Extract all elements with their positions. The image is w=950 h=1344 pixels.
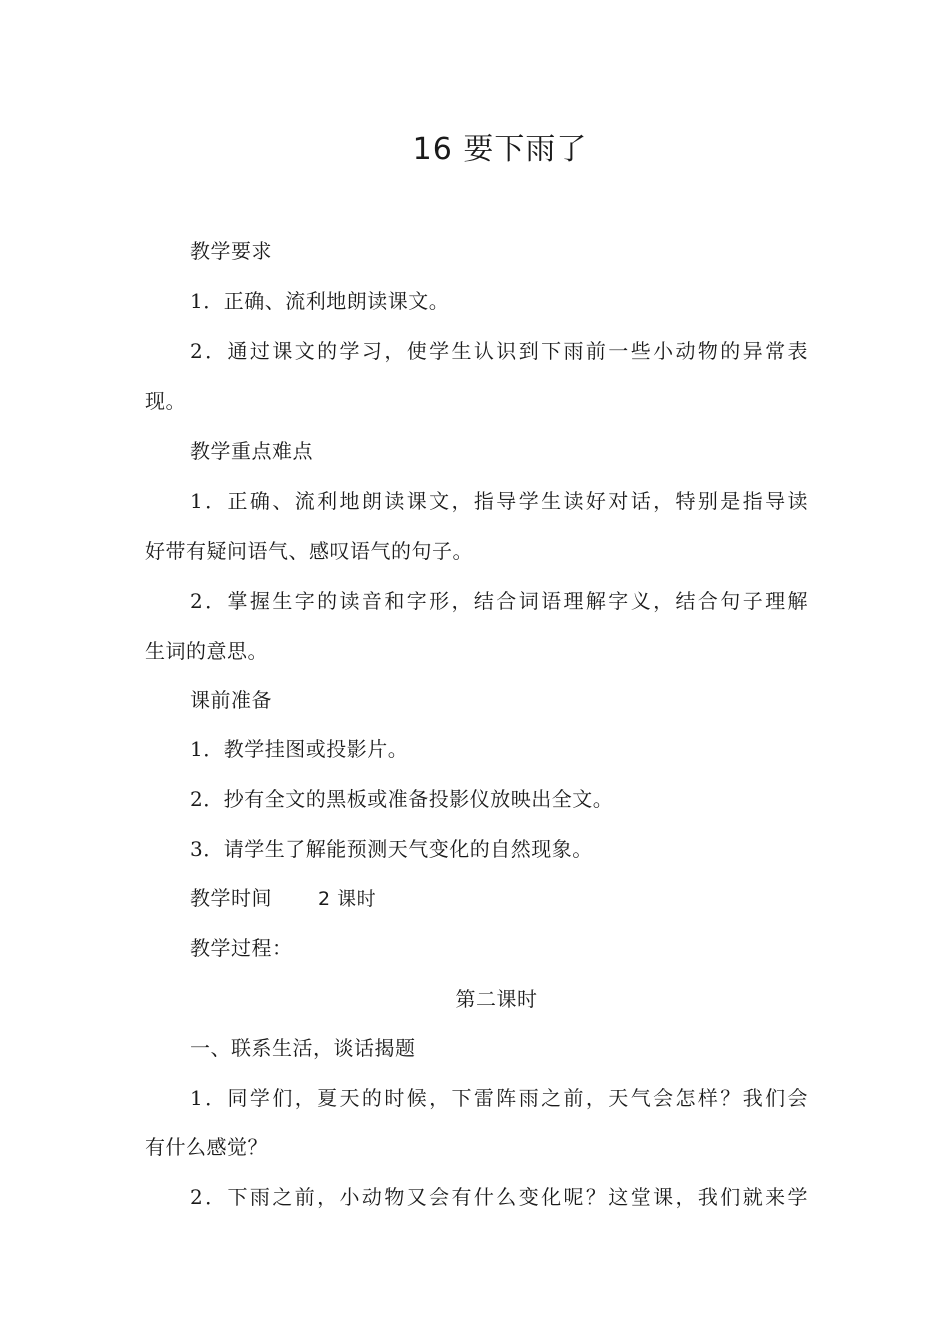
- preparation-item-2: 2．抄有全文的黑板或准备投影仪放映出全文。: [190, 787, 614, 811]
- lesson-title: 第二课时: [455, 987, 538, 1011]
- process-item-1-line-1: 1．同学们，夏天的时候，下雷阵雨之前，天气会怎样？我们会: [190, 1086, 808, 1110]
- key-points-item-1-line-2: 好带有疑问语气、感叹语气的句子。: [145, 539, 473, 563]
- key-points-item-2-line-1: 2．掌握生字的读音和字形，结合词语理解字义，结合句子理解: [190, 589, 808, 613]
- teaching-time-label: 教学时间: [190, 886, 272, 910]
- key-points-heading: 教学重点难点: [190, 439, 313, 463]
- preparation-heading: 课前准备: [190, 688, 272, 712]
- process-heading: 教学过程：: [190, 936, 293, 960]
- requirements-item-2-line-1: 2．通过课文的学习，使学生认识到下雨前一些小动物的异常表: [190, 339, 808, 363]
- requirements-item-1: 1．正确、流利地朗读课文。: [190, 289, 450, 313]
- preparation-item-1: 1．教学挂图或投影片。: [190, 737, 409, 761]
- key-points-item-1-line-1: 1．正确、流利地朗读课文，指导学生读好对话，特别是指导读: [190, 489, 808, 513]
- requirements-item-2-line-2: 现。: [145, 389, 186, 413]
- section-1-heading: 一、联系生活，谈话揭题: [190, 1036, 416, 1060]
- key-points-item-2-line-2: 生词的意思。: [145, 639, 268, 663]
- process-item-1-line-2: 有什么感觉？: [145, 1135, 268, 1159]
- teaching-time-value: 2 课时: [318, 888, 377, 910]
- requirements-heading: 教学要求: [190, 239, 272, 263]
- preparation-item-3: 3．请学生了解能预测天气变化的自然现象。: [190, 837, 593, 861]
- document-title: 16 要下雨了: [412, 132, 588, 167]
- process-item-2-line-1: 2．下雨之前，小动物又会有什么变化呢？这堂课，我们就来学: [190, 1185, 808, 1209]
- teaching-time-line: [190, 884, 376, 913]
